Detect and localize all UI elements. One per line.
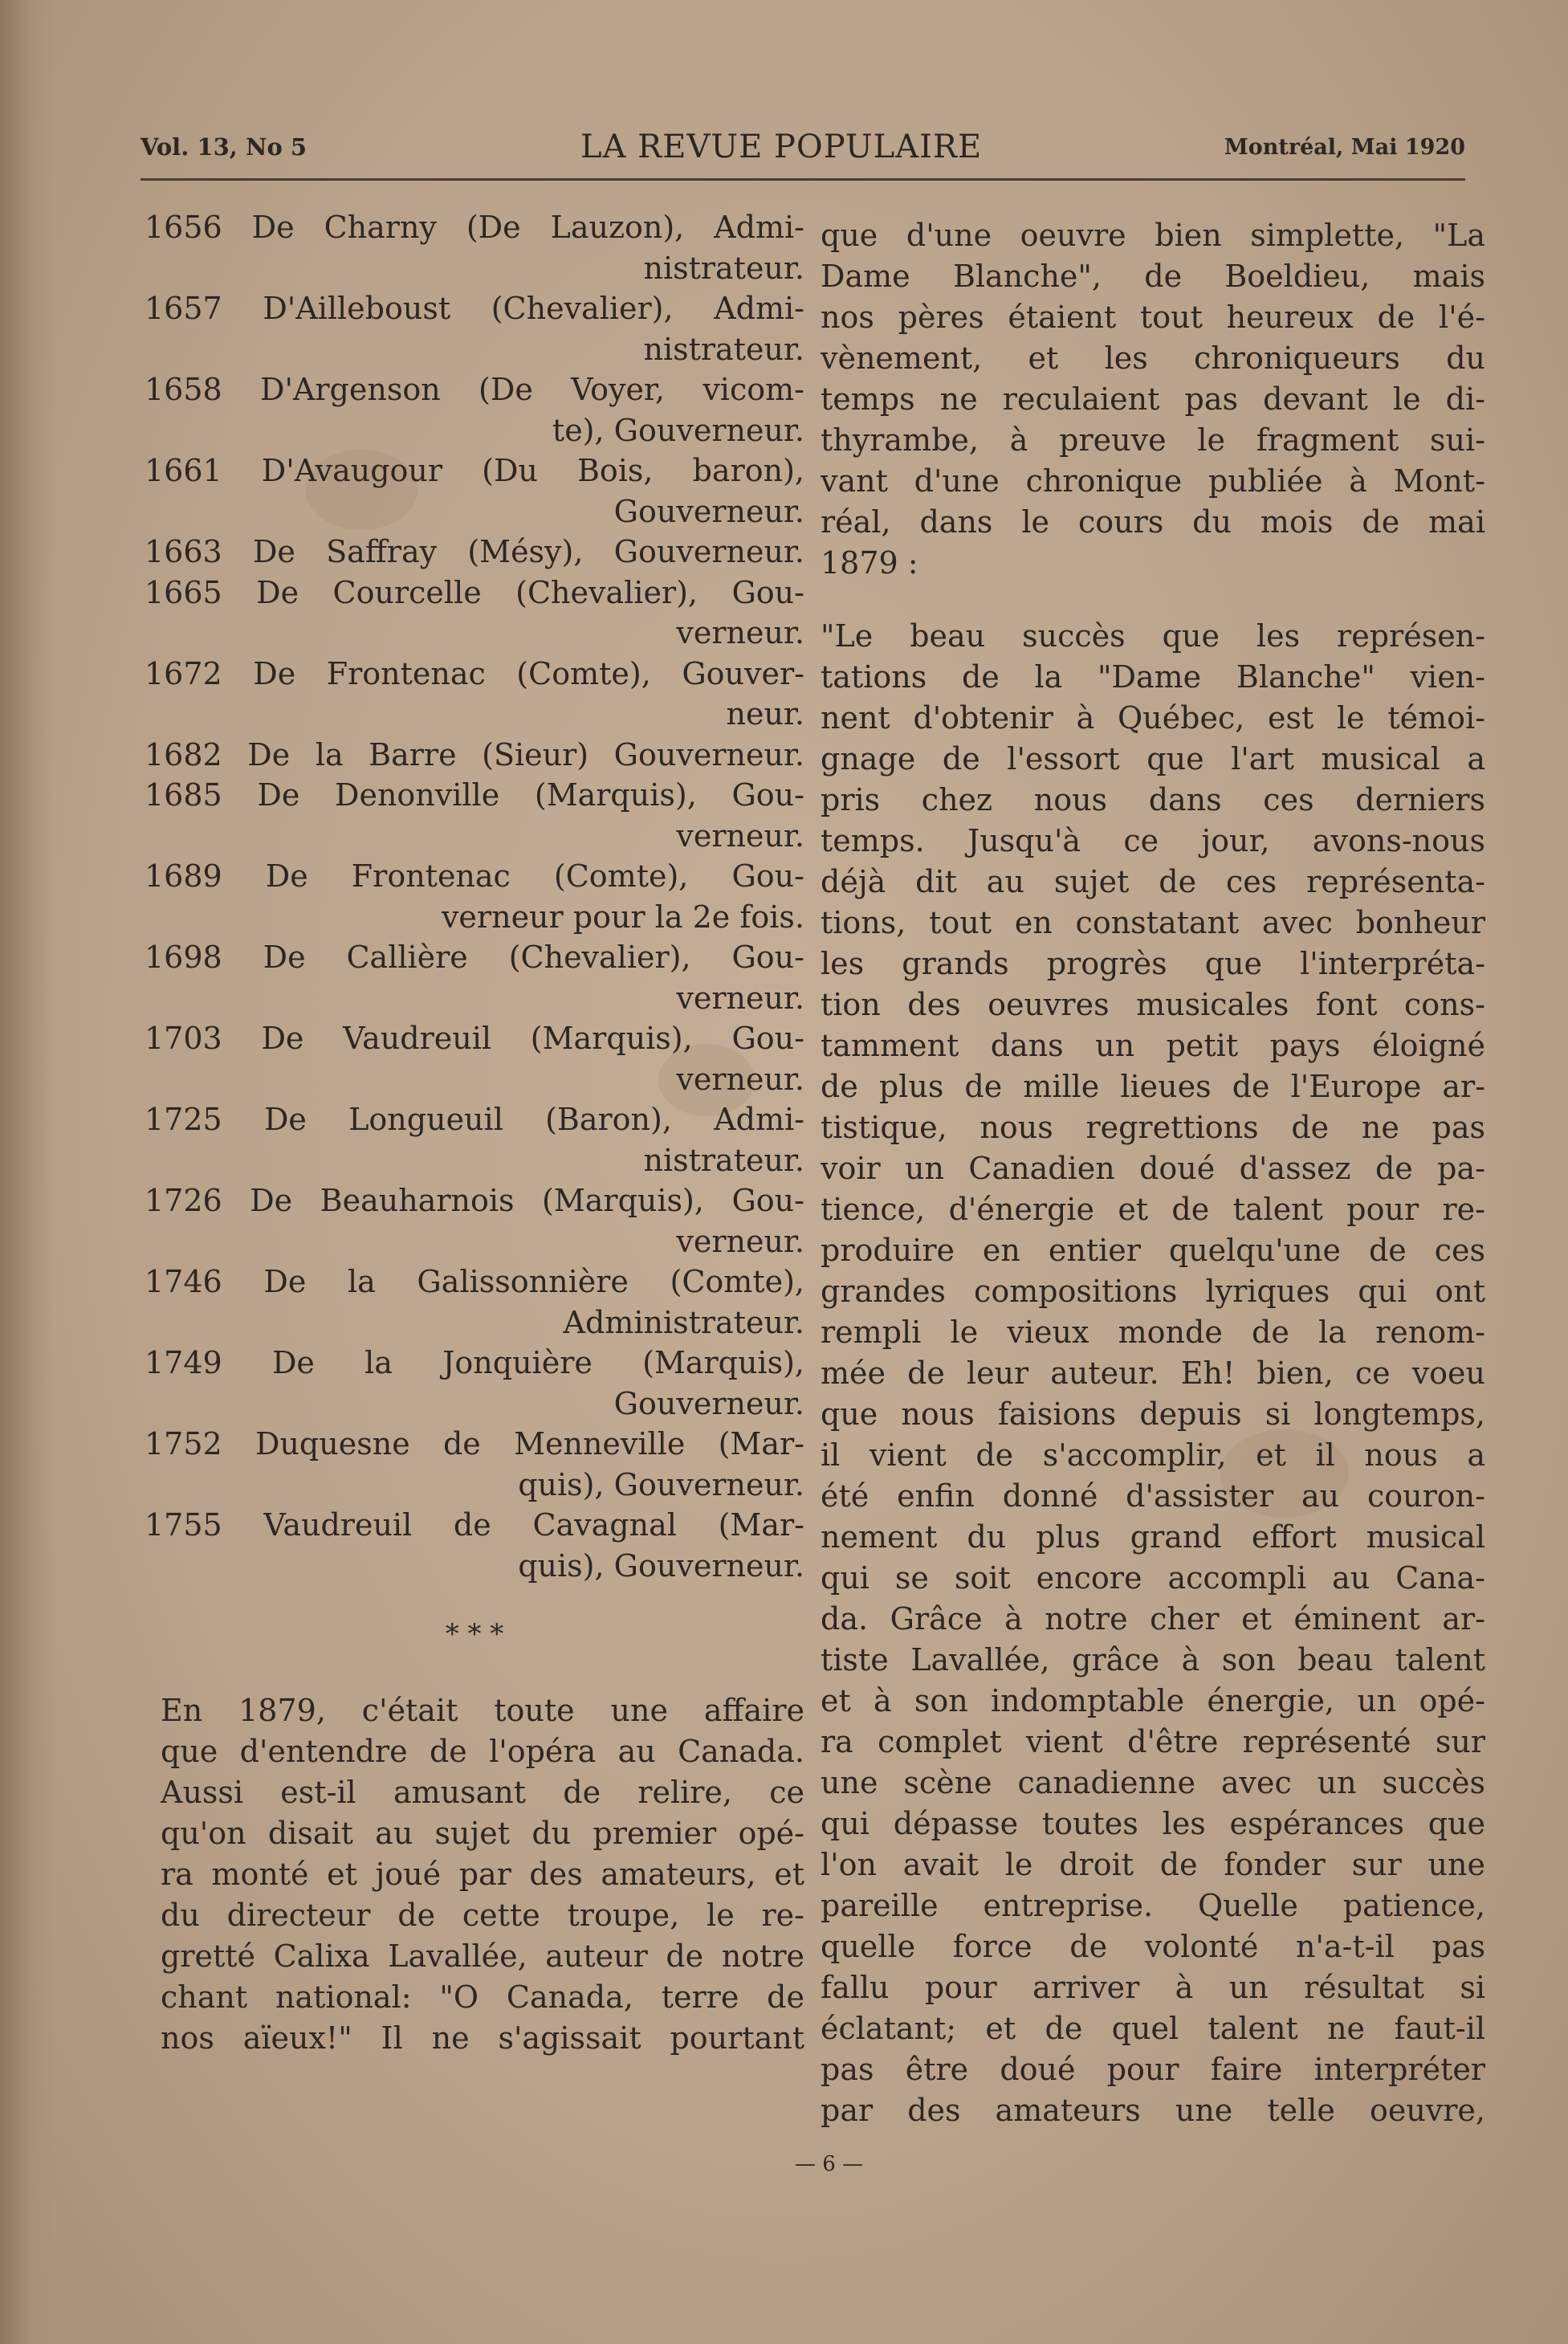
page-number: — 6 — bbox=[795, 2152, 864, 2176]
governor-entry bbox=[145, 1343, 804, 1424]
text-line: tiste Lavallée, grâce à son beau talent bbox=[821, 1642, 1485, 1677]
governor-entry-title: nistrateur. bbox=[643, 250, 804, 286]
governor-entry bbox=[145, 856, 804, 937]
text-line: voir un Canadien doué d'assez de pa- bbox=[821, 1151, 1485, 1186]
governor-entry-line: 1685 De Denonville (Marquis), Gou- bbox=[145, 777, 804, 813]
governor-entry bbox=[145, 369, 804, 450]
governor-entry-title: quis), Gouverneur. bbox=[518, 1466, 804, 1502]
text-line: que nous faisions depuis si longtemps, bbox=[821, 1396, 1485, 1432]
text-line: déjà dit au sujet de ces représenta- bbox=[821, 864, 1485, 899]
text-line: tations de la "Dame Blanche" vien- bbox=[821, 659, 1485, 695]
governor-entry-line: 1663 De Saffray (Mésy), Gouverneur. bbox=[145, 534, 804, 569]
governor-entry-line: 1725 De Longueuil (Baron), Admi- bbox=[145, 1102, 804, 1137]
text-line: qu'on disait au sujet du premier opé- bbox=[161, 1816, 804, 1851]
governor-entry bbox=[145, 288, 804, 369]
header-rule bbox=[141, 178, 1465, 181]
text-line: gnage de l'essort que l'art musical a bbox=[821, 741, 1485, 777]
text-line: que d'une oeuvre bien simplette, "La bbox=[821, 218, 1485, 253]
governor-entry bbox=[145, 1505, 804, 1586]
governor-entry bbox=[145, 1180, 804, 1262]
governor-entry-title: verneur pour la 2e fois. bbox=[441, 899, 804, 935]
governor-entry bbox=[145, 1424, 804, 1505]
governor-entry-line: 1749 De la Jonquière (Marquis), bbox=[145, 1345, 804, 1380]
governor-entry bbox=[145, 735, 804, 776]
governor-entry bbox=[145, 1018, 804, 1099]
governor-entry bbox=[145, 573, 804, 654]
governor-entry-title: nistrateur. bbox=[643, 331, 804, 367]
text-line: réal, dans le cours du mois de mai bbox=[821, 504, 1485, 540]
governor-entry-title: neur. bbox=[726, 696, 804, 732]
governor-list bbox=[145, 207, 804, 1586]
text-line: tience, d'énergie et de talent pour re- bbox=[821, 1192, 1485, 1227]
governor-entry-title: Gouverneur. bbox=[613, 1385, 804, 1421]
article-quote-paragraph bbox=[821, 616, 1485, 2131]
governor-entry-line: 1689 De Frontenac (Comte), Gou- bbox=[145, 858, 804, 894]
text-line: nent d'obtenir à Québec, est le témoi- bbox=[821, 700, 1485, 736]
governor-entry bbox=[145, 654, 804, 735]
text-line: temps. Jusqu'à ce jour, avons-nous bbox=[821, 823, 1485, 858]
text-line: nement du plus grand effort musical bbox=[821, 1519, 1485, 1555]
text-line: quelle force de volonté n'a-t-il pas bbox=[821, 1929, 1485, 1964]
article-paragraph-right-1 bbox=[821, 215, 1485, 584]
text-line: de plus de mille lieues de l'Europe ar- bbox=[821, 1069, 1485, 1104]
governor-entry bbox=[145, 207, 804, 288]
governor-entry bbox=[145, 532, 804, 573]
governor-entry-line: 1746 De la Galissonnière (Comte), bbox=[145, 1264, 804, 1299]
governor-entry-line: 1658 D'Argenson (De Voyer, vicom- bbox=[145, 372, 804, 407]
text-line: grandes compositions lyriques qui ont bbox=[821, 1274, 1485, 1309]
paragraph-gap bbox=[821, 584, 1485, 616]
text-line: ra complet vient d'être représenté sur bbox=[821, 1724, 1485, 1759]
governor-entry-line: 1698 De Callière (Chevalier), Gou- bbox=[145, 940, 804, 975]
governor-entry-title: verneur. bbox=[676, 980, 804, 1016]
text-line: qui se soit encore accompli au Cana- bbox=[821, 1560, 1485, 1596]
text-line: tion des oeuvres musicales font cons- bbox=[821, 987, 1485, 1022]
text-line: produire en entier quelqu'une de ces bbox=[821, 1233, 1485, 1268]
governor-entry bbox=[145, 1262, 804, 1343]
page-header bbox=[141, 128, 1465, 177]
right-column bbox=[821, 215, 1485, 2131]
text-line: une scène canadienne avec un succès bbox=[821, 1765, 1485, 1800]
text-line: et à son indomptable énergie, un opé- bbox=[821, 1683, 1485, 1718]
text-line: que d'entendre de l'opéra au Canada. bbox=[161, 1734, 804, 1769]
governor-entry-line: 1752 Duquesne de Menneville (Mar- bbox=[145, 1426, 804, 1461]
text-line: temps ne reculaient pas devant le di- bbox=[821, 381, 1485, 417]
governor-entry-line: 1682 De la Barre (Sieur) Gouverneur. bbox=[145, 736, 804, 773]
governor-entry-line: 1755 Vaudreuil de Cavagnal (Mar- bbox=[145, 1507, 804, 1543]
governor-entry-title: verneur. bbox=[676, 1223, 804, 1259]
text-line: été enfin donné d'assister au couron- bbox=[821, 1478, 1485, 1514]
text-line: chant national: "O Canada, terre de bbox=[161, 1979, 804, 2015]
text-line: qui dépasse toutes les espérances que bbox=[821, 1806, 1485, 1841]
section-separator: * * * bbox=[445, 1618, 504, 1650]
governor-entry-title: verneur. bbox=[676, 817, 804, 854]
text-line: Aussi est-il amusant de relire, ce bbox=[161, 1775, 804, 1810]
text-line: vènement, et les chroniqueurs du bbox=[821, 340, 1485, 376]
governor-entry-line: 1665 De Courcelle (Chevalier), Gou- bbox=[145, 574, 804, 610]
governor-entry-title: verneur. bbox=[676, 1061, 804, 1097]
governor-entry bbox=[145, 450, 804, 532]
text-line: les grands progrès que l'interpréta- bbox=[821, 946, 1485, 981]
governor-entry-line: 1672 De Frontenac (Comte), Gouver- bbox=[145, 655, 804, 691]
text-line: nos aïeux!" Il ne s'agissait pourtant bbox=[161, 2020, 804, 2056]
text-line: rempli le vieux monde de la renom- bbox=[821, 1315, 1485, 1350]
text-line: du directeur de cette troupe, le re- bbox=[161, 1898, 804, 1933]
volume-label: Vol. 13, No 5 bbox=[141, 133, 307, 161]
text-line: En 1879, c'était toute une affaire bbox=[161, 1693, 804, 1728]
governor-entry-title: Administrateur. bbox=[563, 1304, 804, 1340]
text-line: pris chez nous dans ces derniers bbox=[821, 782, 1485, 817]
text-line: par des amateurs une telle oeuvre, bbox=[821, 2093, 1485, 2128]
text-line: tistique, nous regrettions de ne pas bbox=[821, 1110, 1485, 1145]
governor-entry-title: verneur. bbox=[676, 615, 804, 650]
governor-entry-title: quis), Gouverneur. bbox=[518, 1547, 804, 1584]
governor-entry-line: 1726 De Beauharnois (Marquis), Gou- bbox=[145, 1183, 804, 1218]
text-line: tamment dans un petit pays éloigné bbox=[821, 1028, 1485, 1063]
text-line: mée de leur auteur. Eh! bien, ce voeu bbox=[821, 1355, 1485, 1391]
governor-entry-title: Gouverneur. bbox=[613, 493, 804, 529]
text-line: thyrambe, à preuve le fragment sui- bbox=[821, 422, 1485, 458]
page-binding-edge bbox=[0, 0, 56, 2344]
text-line: il vient de s'accomplir, et il nous a bbox=[821, 1437, 1485, 1473]
governor-entry bbox=[145, 775, 804, 856]
governor-entry-line: 1703 De Vaudreuil (Marquis), Gou- bbox=[145, 1021, 804, 1056]
date-label: Montréal, Mai 1920 bbox=[1224, 135, 1465, 160]
governor-entry-line: 1656 De Charny (De Lauzon), Admi- bbox=[145, 210, 804, 245]
text-line: pas être doué pour faire interpréter bbox=[821, 2052, 1485, 2087]
text-line: gretté Calixa Lavallée, auteur de notre bbox=[161, 1938, 804, 1974]
text-line: vant d'une chronique publiée à Mont- bbox=[821, 463, 1485, 499]
governor-entry bbox=[145, 937, 804, 1018]
publication-title: LA REVUE POPULAIRE bbox=[580, 128, 983, 165]
text-line: da. Grâce à notre cher et éminent ar- bbox=[821, 1601, 1485, 1637]
governor-entry-line: 1657 D'Ailleboust (Chevalier), Admi- bbox=[145, 291, 804, 326]
text-line: l'on avait le droit de fonder sur une bbox=[821, 1847, 1485, 1882]
governor-entry-title: nistrateur. bbox=[643, 1142, 804, 1178]
text-line: fallu pour arriver à un résultat si bbox=[821, 1970, 1485, 2005]
text-line: 1879 : bbox=[821, 545, 918, 581]
article-paragraph-left bbox=[145, 1690, 804, 2059]
text-line: nos pères étaient tout heureux de l'é- bbox=[821, 300, 1485, 335]
text-line: tions, tout en constatant avec bonheur bbox=[821, 905, 1485, 940]
left-column bbox=[145, 207, 804, 2059]
text-line: ra monté et joué par des amateurs, et bbox=[161, 1857, 804, 1892]
governor-entry-title: te), Gouverneur. bbox=[552, 412, 804, 448]
governor-entry bbox=[145, 1099, 804, 1180]
governor-entry-line: 1661 D'Avaugour (Du Bois, baron), bbox=[145, 453, 804, 488]
text-line: Dame Blanche", de Boeldieu, mais bbox=[821, 259, 1485, 294]
text-line: pareille entreprise. Quelle patience, bbox=[821, 1888, 1485, 1923]
text-line: "Le beau succès que les représen- bbox=[821, 618, 1485, 654]
text-line: éclatant; et de quel talent ne faut-il bbox=[821, 2011, 1485, 2046]
